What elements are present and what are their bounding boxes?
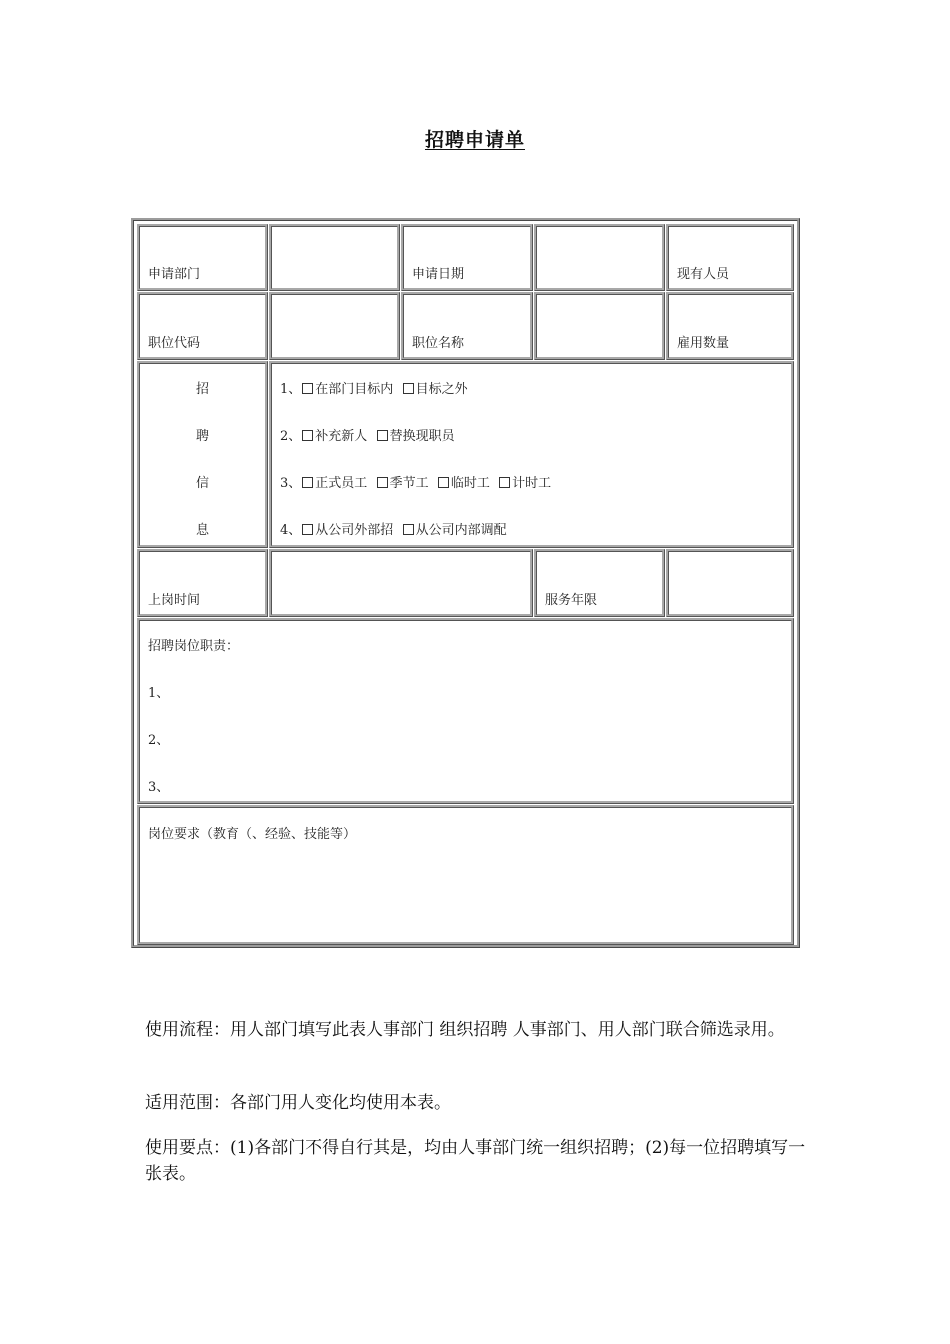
checkbox[interactable] [377,430,388,441]
checkbox[interactable] [302,383,313,394]
recruit-line-4 [280,519,507,538]
name-label-cell [401,292,533,360]
start-label-cell [137,549,268,617]
checkbox[interactable] [499,477,510,488]
term-label: 服务年限 [545,593,598,608]
line-prefix: 2、 [280,429,302,444]
checkbox[interactable] [302,430,313,441]
date-label: 申请日期 [412,267,465,282]
option-label: 替换现职员 [389,429,455,444]
usage-flow-text: 使用流程：用人部门填写此表人事部门 组织招聘 人事部门、用人部门联合筛选录用。 [145,1020,785,1040]
checkbox[interactable] [403,524,414,535]
code-input-cell[interactable] [269,292,400,360]
option-label: 正式员工 [315,476,368,491]
page-title [0,125,950,152]
name-label: 职位名称 [412,336,465,351]
recruit-line-2 [280,425,455,444]
option-label: 临时工 [450,476,490,491]
option-label: 从公司外部招 [315,523,394,538]
checkbox[interactable] [438,477,449,488]
line-prefix: 4、 [280,523,302,538]
usage-scope-text: 适用范围：各部门用人变化均使用本表。 [145,1093,451,1113]
recruit-line-3 [280,472,551,491]
term-label-cell [534,549,665,617]
dept-label: 申请部门 [148,267,201,282]
name-input-cell[interactable] [534,292,665,360]
usage-scope-note [145,1090,810,1116]
recruit-side-char: 聘 [195,429,209,444]
duty-item: 3、 [148,780,170,795]
recruit-info-side-cell [137,361,268,548]
checkbox[interactable] [403,383,414,394]
hire-label-cell [666,292,794,360]
duties-cell[interactable] [137,618,794,804]
checkbox[interactable] [302,477,313,488]
staff-label-cell [666,224,794,291]
start-label: 上岗时间 [148,593,201,608]
option-label: 在部门目标内 [315,382,394,397]
recruit-side-char: 息 [195,523,209,538]
hire-label: 雇用数量 [677,336,730,351]
duties-heading: 招聘岗位职责： [148,639,240,654]
recruit-options-cell [269,361,794,548]
application-form [131,218,800,948]
option-label: 计时工 [512,476,552,491]
code-label-cell [137,292,268,360]
recruit-side-char: 招 [195,382,209,397]
requirements-cell[interactable] [137,805,794,945]
date-label-cell [401,224,533,291]
line-prefix: 1、 [280,382,302,397]
recruit-line-1 [280,378,468,397]
code-label: 职位代码 [148,336,201,351]
requirements-heading: 岗位要求（教育（、经验、技能等） [148,827,357,842]
usage-flow-note [145,1017,810,1043]
usage-points-text: 使用要点：(1)各部门不得自行其是，均由人事部门统一组织招聘；(2)每一位招聘填写一张表。 [145,1138,806,1184]
title-text: 招聘申请单 [424,129,525,151]
checkbox[interactable] [377,477,388,488]
term-input-cell[interactable] [666,549,794,617]
date-input-cell[interactable] [534,224,665,291]
usage-points-note [145,1135,810,1187]
option-label: 目标之外 [415,382,468,397]
checkbox[interactable] [302,524,313,535]
start-input-cell[interactable] [269,549,533,617]
duty-item: 1、 [148,686,170,701]
dept-label-cell [137,224,268,291]
staff-label: 现有人员 [677,267,730,282]
option-label: 从公司内部调配 [415,523,507,538]
option-label: 补充新人 [315,429,368,444]
dept-input-cell[interactable] [269,224,400,291]
duty-item: 2、 [148,733,170,748]
line-prefix: 3、 [280,476,302,491]
option-label: 季节工 [389,476,429,491]
recruit-side-char: 信 [195,476,209,491]
